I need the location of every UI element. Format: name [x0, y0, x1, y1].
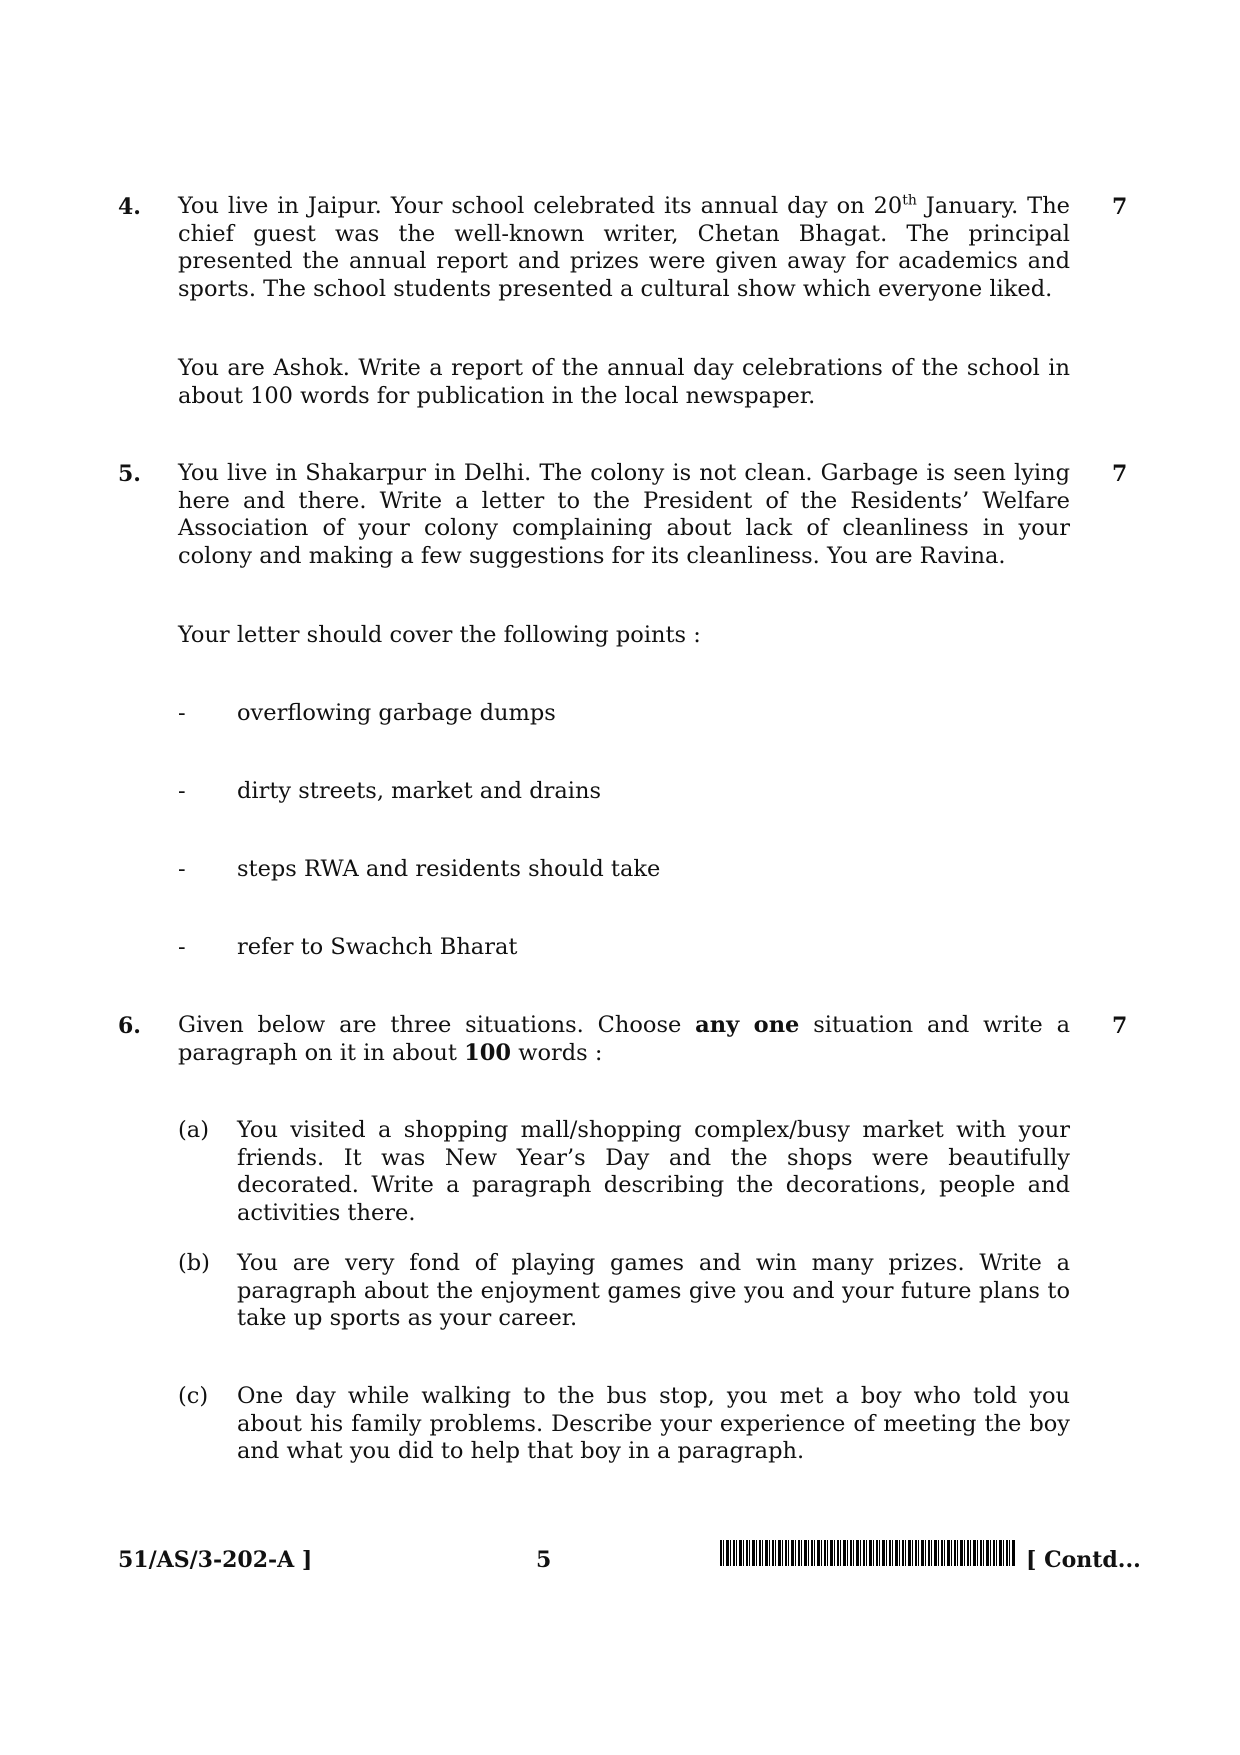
- bullet-marker: -: [178, 778, 186, 804]
- paper-code: 51/AS/3-202-A ]: [118, 1547, 313, 1573]
- question-6-intro: Given below are three situations. Choose any one situation and write a paragraph on it in about 100 words :: [178, 1012, 1070, 1066]
- option-text: One day while walking to the bus stop, you met a boy who told you about his family problems. Describe your experience of meeting the boy and what you did to help that boy in a paragraph.: [237, 1383, 1070, 1464]
- barcode-icon: [720, 1540, 1016, 1566]
- question-5-marks: 7: [1112, 461, 1128, 487]
- bullet-item: steps RWA and residents should take: [237, 856, 661, 882]
- page-number: 5: [536, 1547, 552, 1573]
- question-6-marks: 7: [1112, 1013, 1128, 1039]
- question-5-paragraph-1: You live in Shakarpur in Delhi. The colony is not clean. Garbage is seen lying here and there. Write a letter to the President of the Residents’ Welfare Association of your colony complaining about lack of cleanliness in your colony and making a few suggestions for its cleanliness. You are Ravina.: [178, 460, 1070, 569]
- option-label: (c): [178, 1383, 209, 1409]
- question-4-paragraph-1: You live in Jaipur. Your school celebrated its annual day on 20th January. The chief guest was the well-known writer, Chetan Bhagat. The principal presented the annual report and prizes were given away for academics and sports. The school students presented a cultural show which everyone liked.: [178, 192, 1070, 302]
- bullet-marker: -: [178, 856, 186, 882]
- question-4-marks: 7: [1112, 194, 1128, 220]
- question-6-number: 6.: [118, 1013, 141, 1039]
- option-label: (b): [178, 1250, 210, 1276]
- question-5-paragraph-2: Your letter should cover the following points :: [178, 622, 701, 648]
- option-label: (a): [178, 1117, 209, 1143]
- question-4-number: 4.: [118, 194, 141, 220]
- bullet-item: dirty streets, market and drains: [237, 778, 602, 804]
- continued-label: [ Contd...: [1026, 1547, 1141, 1573]
- bullet-item: refer to Swachch Bharat: [237, 934, 518, 960]
- bullet-marker: -: [178, 934, 186, 960]
- option-text: You visited a shopping mall/shopping complex/busy market with your friends. It was New Year’s Day and the shops were beautifully decorated. Write a paragraph describing the decorations, people and activities there.: [237, 1117, 1070, 1226]
- bullet-marker: -: [178, 700, 186, 726]
- question-5-number: 5.: [118, 461, 141, 487]
- option-text: You are very fond of playing games and win many prizes. Write a paragraph about the enjoyment games give you and your future plans to take up sports as your career.: [237, 1250, 1070, 1331]
- bullet-item: overflowing garbage dumps: [237, 700, 556, 726]
- question-4-paragraph-2: You are Ashok. Write a report of the annual day celebrations of the school in about 100 words for publication in the local newspaper.: [178, 355, 1070, 409]
